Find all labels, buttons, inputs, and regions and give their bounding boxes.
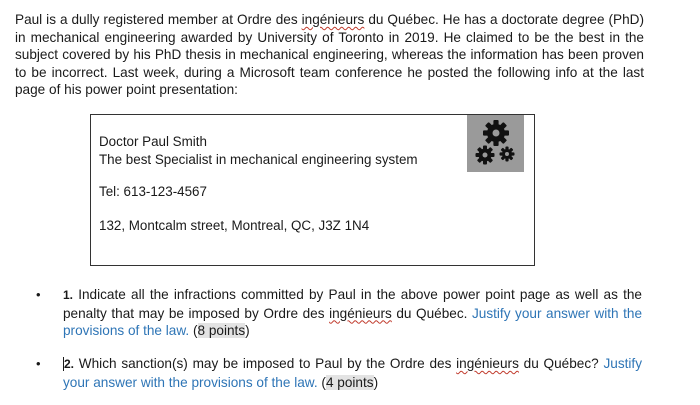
question-2-points-open: ( (317, 374, 326, 390)
question-2-points-close: ) (373, 374, 379, 390)
question-1-text-before: Indicate all the infractions committed by Paul in the above power point page as well as the penalty that may be imposed by Ordre des (63, 287, 642, 321)
spellcheck-word: ingénieurs (301, 12, 365, 27)
question-2-number: 2. (64, 357, 75, 371)
presentation-slide-card (90, 114, 535, 266)
question-2 (36, 355, 642, 391)
question-1-number: 1. (63, 288, 74, 302)
question-2-justify-instruction: Justify your answer with the provisions of the law. (63, 356, 643, 390)
question-2-text-after: du Québec? (518, 356, 604, 371)
question-1-points-open: ( (189, 323, 198, 339)
card-name: Doctor Paul Smith (99, 134, 207, 149)
question-1-text (63, 286, 642, 340)
question-2-points: 4 points (325, 374, 374, 390)
question-1-points-close: ) (245, 323, 250, 339)
bullet-2: • (36, 356, 41, 371)
spellcheck-word: ingénieurs (456, 356, 519, 371)
scenario-paragraph (15, 11, 644, 99)
question-1 (36, 286, 642, 340)
question-2-text (63, 355, 642, 391)
bullet-1: • (36, 287, 41, 302)
question-2-text-before: Which sanction(s) may be imposed to Paul by the Ordre des (74, 356, 457, 371)
question-1-points: 8 points (197, 323, 246, 339)
question-1-text-after: du Québec. (391, 305, 472, 321)
gears-icon (467, 115, 524, 172)
card-address: 132, Montcalm street, Montreal, QC, J3Z 1N4 (99, 218, 370, 233)
question-1-justify-instruction: Justify your answer with the provisions of the law. (63, 305, 643, 339)
scenario-text-part2: du Québec. He has a doctorate degree (PhD) in mechanical engineering awarded by University of Toronto in 2019. He claimed to be the best in the subject covered by his PhD thesis in mechanical engineering, whereas the information has been proven to be incorrect. Last week, during a Microsoft team conference he posted the following info at the last page of his power point presentation: (15, 12, 644, 98)
scenario-text-part1: Paul is a dully registered member at Ordre des (15, 12, 302, 27)
card-title: The best Specialist in mechanical engineering system (99, 152, 418, 167)
gears-graphic (467, 115, 524, 172)
card-phone: Tel: 613-123-4567 (99, 184, 207, 199)
spellcheck-word: ingénieurs (329, 305, 392, 321)
